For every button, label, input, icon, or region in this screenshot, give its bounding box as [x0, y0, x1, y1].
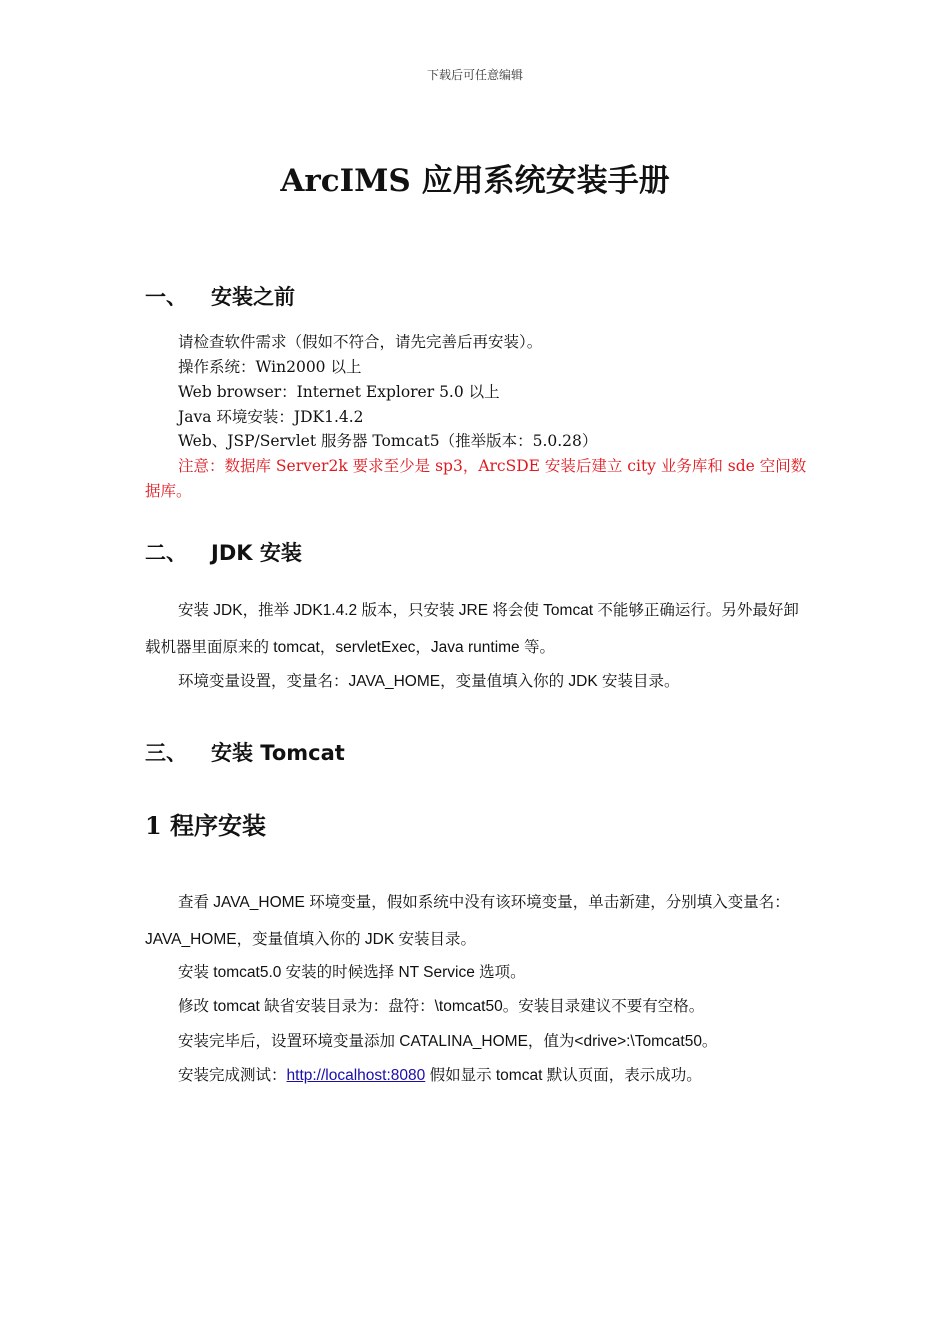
install-test-paragraph	[145, 1064, 809, 1089]
install-test-suffix: 假如显示 tomcat 默认页面，表示成功。	[425, 1067, 702, 1084]
section-heading-3	[145, 737, 345, 767]
install-test-prefix: 安装完成测试：	[178, 1067, 287, 1084]
subsection-heading-program-install: 1 程序安装	[145, 811, 267, 840]
requirement-java: Java 环境安装：JDK1.4.2	[178, 408, 364, 426]
requirement-browser: Web browser：Internet Explorer 5.0 以上	[178, 383, 500, 401]
document-title: ArcIMS 应用系统安装手册	[280, 163, 670, 199]
section-number-3: 三、	[145, 740, 187, 765]
database-note: 注意：数据库 Server2k 要求至少是 sp3，ArcSDE 安装后建立 city 业务库和 sde 空间数据库。	[145, 457, 807, 500]
section-heading-2	[145, 537, 302, 567]
section-title-3: 安装 Tomcat	[211, 741, 345, 765]
page-header-note: 下载后可任意编辑	[426, 68, 523, 82]
requirement-os: 操作系统：Win2000 以上	[178, 358, 362, 376]
catalina-home-paragraph: 安装完毕后，设置环境变量添加 CATALINA_HOME，值为<drive>:\Tomcat50。	[178, 1033, 718, 1050]
install-dir-paragraph: 修改 tomcat 缺省安装目录为：盘符：\tomcat50。安装目录建议不要有空格。	[178, 998, 705, 1015]
section-title-2: JDK 安装	[211, 541, 302, 565]
section-number-1: 一、	[145, 284, 187, 309]
requirements-intro: 请检查软件需求（假如不符合，请先完善后再安装）。	[178, 333, 543, 351]
section-title-1: 安装之前	[211, 284, 295, 309]
localhost-link[interactable]: http://localhost:8080	[286, 1067, 426, 1084]
nt-service-paragraph: 安装 tomcat5.0 安装的时候选择 NT Service 选项。	[178, 964, 526, 981]
jdk-env-paragraph: 环境变量设置，变量名：JAVA_HOME，变量值填入你的 JDK 安装目录。	[178, 673, 680, 690]
section-heading-1	[145, 281, 295, 311]
section-number-2: 二、	[145, 540, 187, 565]
requirement-server: Web、JSP/Servlet 服务器 Tomcat5（推举版本：5.0.28）	[178, 432, 598, 450]
java-home-paragraph: 查看 JAVA_HOME 环境变量，假如系统中没有该环境变量，单击新建，分别填入变量名：JAVA_HOME，变量值填入你的 JDK 安装目录。	[145, 894, 790, 948]
jdk-install-paragraph: 安装 JDK，推举 JDK1.4.2 版本，只安装 JRE 将会使 Tomcat 不能够正确运行。另外最好卸载机器里面原来的 tomcat，servletExec，Java runtime 等。	[145, 602, 799, 656]
